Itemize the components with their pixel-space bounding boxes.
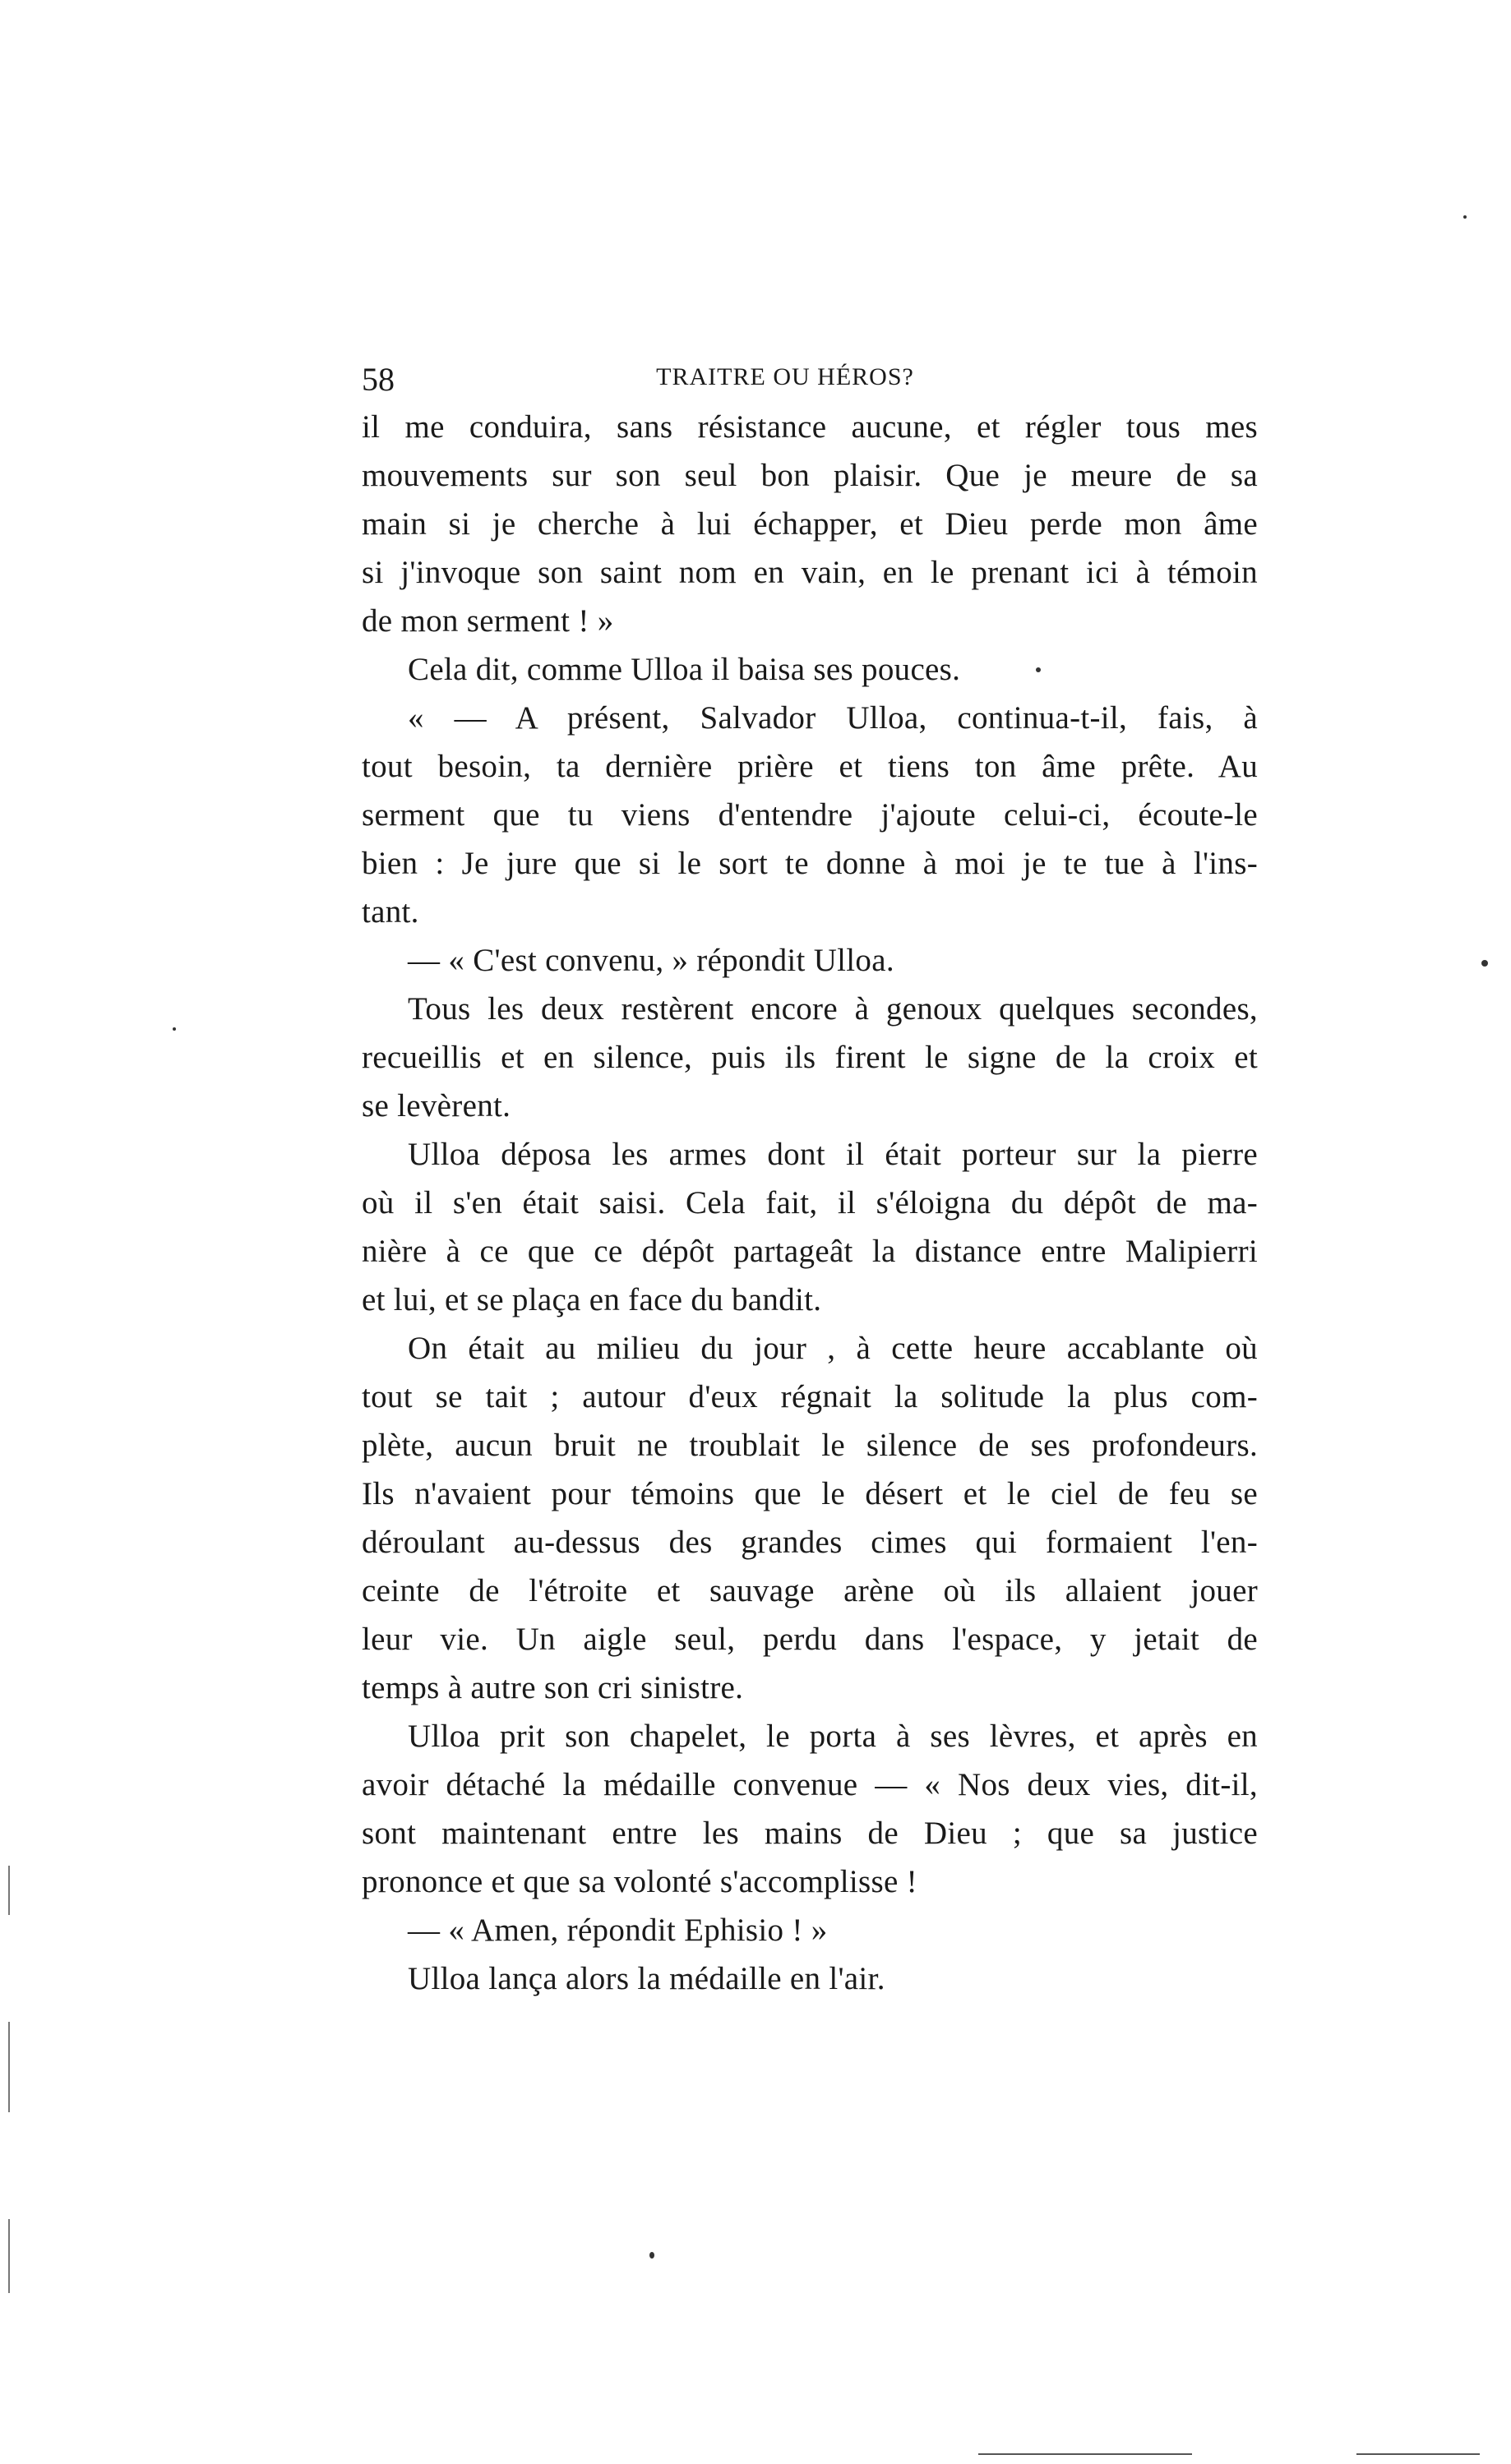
text-line: il me conduira, sans résistance aucune, et régler tous mes: [362, 409, 1258, 445]
text-line: prononce et que sa volonté s'accomplisse !: [362, 1864, 917, 1899]
paragraph-start-line: — « C'est convenu, » répondit Ulloa.: [408, 943, 894, 978]
page-header: [362, 360, 1266, 409]
scan-speck: [1463, 215, 1467, 219]
paragraph-start-line: Ulloa prit son chapelet, le porta à ses lèvres, et après en: [408, 1719, 1258, 1754]
text-line: main si je cherche à lui échapper, et Dieu perde mon âme: [362, 506, 1258, 542]
scan-speck: [173, 1027, 176, 1031]
text-line: et lui, et se plaça en face du bandit.: [362, 1282, 822, 1317]
text-line: ceinte de l'étroite et sauvage arène où ils allaient jouer: [362, 1573, 1258, 1608]
text-line: avoir détaché la médaille convenue — « Nos deux vies, dit-il,: [362, 1767, 1258, 1802]
paragraph-start-line: « — A présent, Salvador Ulloa, continua-t-il, fais, à: [408, 700, 1258, 736]
text-line: temps à autre son cri sinistre.: [362, 1670, 744, 1705]
text-line: mouvements sur son seul bon plaisir. Que je meure de sa: [362, 458, 1258, 493]
paragraph-start-line: On était au milieu du jour , à cette heure accablante où: [408, 1331, 1258, 1366]
text-line: se levèrent.: [362, 1088, 511, 1124]
margin-mark: [8, 2022, 10, 2112]
text-line: où il s'en était saisi. Cela fait, il s'éloigna du dépôt de ma-: [362, 1185, 1258, 1220]
running-title: TRAITRE OU HÉROS?: [656, 363, 914, 390]
paragraph-start-line: Ulloa lança alors la médaille en l'air.: [408, 1961, 885, 1996]
text-line: tant.: [362, 894, 419, 930]
text-line: plète, aucun bruit ne troublait le silence de ses profondeurs.: [362, 1428, 1258, 1463]
text-line: leur vie. Un aigle seul, perdu dans l'espace, y jetait de: [362, 1622, 1258, 1657]
text-line: serment que tu viens d'entendre j'ajoute celui-ci, écoute-le: [362, 797, 1258, 833]
scan-edge-rule: [978, 2453, 1192, 2455]
text-line: tout besoin, ta dernière prière et tiens ton âme prête. Au: [362, 749, 1258, 784]
text-line: nière à ce que ce dépôt partageât la distance entre Malipierri: [362, 1234, 1258, 1269]
scan-speck: [1481, 960, 1488, 967]
scan-edge-rule: [1356, 2453, 1480, 2455]
margin-mark: [8, 1866, 10, 1915]
paragraph-start-line: — « Amen, répondit Ephisio ! »: [408, 1913, 828, 1948]
text-line: tout se tait ; autour d'eux régnait la solitude la plus com-: [362, 1379, 1258, 1414]
text-line: bien : Je jure que si le sort te donne à moi je te tue à l'ins-: [362, 846, 1258, 881]
paragraph-start-line: Ulloa déposa les armes dont il était porteur sur la pierre: [408, 1137, 1258, 1172]
margin-mark: [8, 2219, 10, 2293]
text-line: de mon serment ! »: [362, 603, 614, 639]
text-line: Ils n'avaient pour témoins que le désert et le ciel de feu se: [362, 1476, 1258, 1511]
text-line: si j'invoque son saint nom en vain, en le prenant ici à témoin: [362, 555, 1258, 590]
page-number: 58: [362, 361, 395, 398]
paragraph-start-line: Tous les deux restèrent encore à genoux quelques secondes,: [408, 991, 1258, 1027]
paragraph-start-line: Cela dit, comme Ulloa il baisa ses pouces.: [408, 652, 961, 687]
scan-speck: [649, 2252, 654, 2259]
text-line: sont maintenant entre les mains de Dieu ; que sa justice: [362, 1816, 1258, 1851]
text-line: déroulant au-dessus des grandes cimes qui formaient l'en-: [362, 1525, 1258, 1560]
scan-speck: [1036, 667, 1041, 672]
body-text: [362, 403, 1258, 2003]
text-line: recueillis et en silence, puis ils firent le signe de la croix et: [362, 1040, 1258, 1075]
